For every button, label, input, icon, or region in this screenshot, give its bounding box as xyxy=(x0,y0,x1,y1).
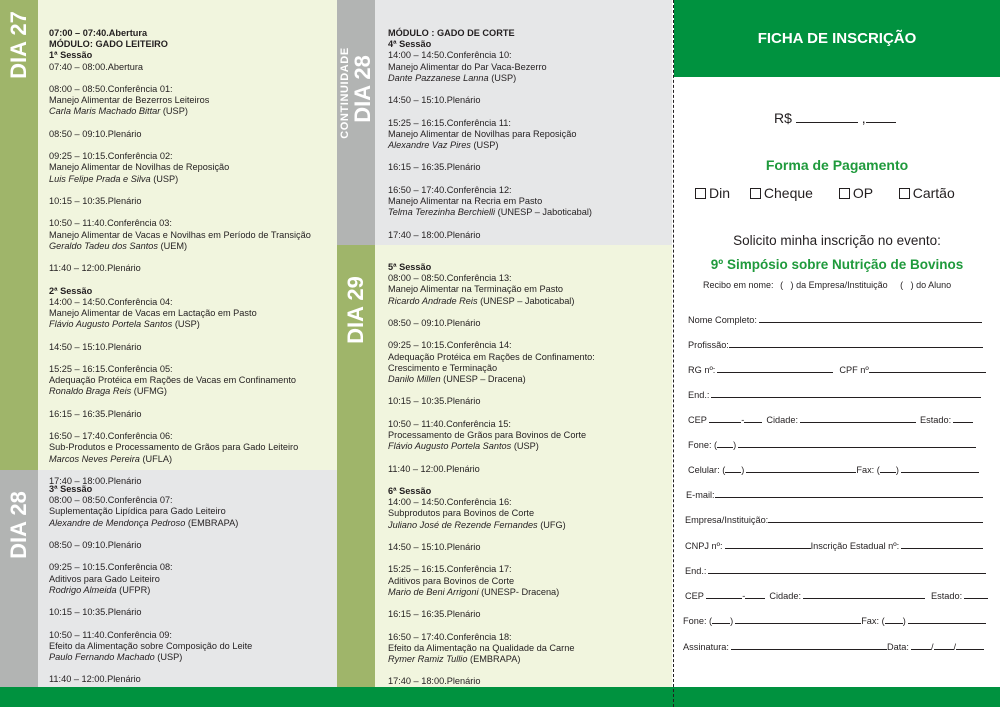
speaker-name: Alexandre Vaz Pires xyxy=(388,140,471,150)
schedule-line: Manejo Alimentar de Novilhas de Reposição xyxy=(49,162,230,173)
payment-option-cheque[interactable]: Cheque xyxy=(750,185,813,201)
speaker-line xyxy=(49,652,252,663)
schedule-line: 15:25 – 16:15.Conferência 11: xyxy=(388,117,511,128)
session-heading: 4ª Sessão xyxy=(388,39,432,50)
speaker-name: Telma Terezinha Berchielli xyxy=(388,207,496,218)
schedule-line: 15:25 – 16:15.Conferência 05: xyxy=(49,363,173,374)
field-email[interactable]: E-mail: xyxy=(686,489,983,500)
tab-day27 xyxy=(0,0,38,470)
session-heading: MÓDULO: GADO LEITEIRO xyxy=(49,39,168,50)
schedule-line: Aditivos para Gado Leiteiro xyxy=(49,573,160,584)
schedule-entry xyxy=(49,151,311,185)
schedule-entry xyxy=(388,340,595,385)
speaker-institution: (USP) xyxy=(470,140,499,150)
field-celular-fax-1[interactable]: Celular: ( ) Fax: ( ) xyxy=(688,464,979,475)
schedule-line: 10:15 – 10:35.Plenário xyxy=(49,195,142,206)
schedule-line: 11:40 – 12:00.Plenário xyxy=(49,674,141,685)
schedule-entry xyxy=(49,263,311,274)
schedule-day28-morning xyxy=(49,484,252,686)
schedule-line: 16:15 – 16:35.Plenário xyxy=(388,162,481,173)
speaker-line xyxy=(49,386,311,397)
payment-option-cartao[interactable]: Cartão xyxy=(899,185,955,201)
payment-options xyxy=(695,185,955,201)
speaker-institution: (UNESP – Jaboticabal) xyxy=(477,295,575,306)
schedule-line: 14:50 – 15:10.Plenário xyxy=(49,341,142,352)
schedule-entry xyxy=(49,484,252,529)
speaker-name: Ronaldo Braga Reis xyxy=(49,386,132,397)
schedule-entry xyxy=(49,674,252,685)
speaker-institution: (UNESP – Dracena) xyxy=(440,374,526,384)
schedule-day28-afternoon xyxy=(388,28,592,241)
session-heading: 3ª Sessão xyxy=(49,484,93,494)
schedule-entry xyxy=(388,162,592,173)
field-profissao[interactable]: Profissão: xyxy=(688,339,983,350)
speaker-line xyxy=(388,207,592,218)
schedule-line: 09:25 – 10:15.Conferência 14: xyxy=(388,340,512,351)
schedule-line: 16:15 – 16:35.Plenário xyxy=(49,408,142,419)
schedule-entry xyxy=(388,185,592,219)
schedule-entry xyxy=(49,129,311,140)
amount-field[interactable] xyxy=(774,110,896,126)
schedule-line: 11:40 – 12:00.Plenário xyxy=(49,263,141,274)
speaker-institution: (UFPR) xyxy=(116,584,151,595)
speaker-institution: (USP) xyxy=(488,72,517,83)
schedule-line: Sub-Produtos e Processamento de Grãos para Gado Leiteiro xyxy=(49,442,299,453)
speaker-line xyxy=(388,520,595,531)
schedule-entry xyxy=(388,486,595,531)
receipt-line: Recibo em nome: ( ) da Empresa/Instituição ( ) do Aluno xyxy=(703,280,952,290)
receipt-option-aluno[interactable]: ( ) do Aluno xyxy=(900,280,952,290)
schedule-entry xyxy=(388,262,595,307)
schedule-entry xyxy=(49,196,311,207)
schedule-entry xyxy=(49,364,311,398)
schedule-entry xyxy=(49,218,311,252)
schedule-line: Manejo Alimentar na Terminação em Pasto xyxy=(388,284,563,295)
schedule-line: 09:25 – 10:15.Conferência 02: xyxy=(49,151,173,162)
schedule-entry xyxy=(388,676,595,687)
schedule-line: Subprodutos para Bovinos de Corte xyxy=(388,508,535,519)
tab-day28-continuidade xyxy=(337,0,375,245)
speaker-line xyxy=(388,374,595,385)
fold-line xyxy=(673,0,674,707)
schedule-entry xyxy=(49,286,311,331)
speaker-line xyxy=(388,441,595,452)
speaker-name: Mario de Beni Arrigoni xyxy=(388,586,479,597)
schedule-line: 11:40 – 12:00.Plenário xyxy=(388,463,480,474)
schedule-entry xyxy=(49,607,252,618)
schedule-entry xyxy=(388,542,595,553)
schedule-line: 08:50 – 09:10.Plenário xyxy=(49,128,142,139)
speaker-institution: (USP) xyxy=(172,319,200,330)
schedule-entry xyxy=(388,464,595,475)
speaker-institution: (EMBRAPA) xyxy=(185,517,239,528)
schedule-line: 08:50 – 09:10.Plenário xyxy=(388,318,481,328)
schedule-entry xyxy=(388,564,595,598)
schedule-entry xyxy=(388,419,595,453)
schedule-entry xyxy=(388,118,592,152)
speaker-institution: (UFLA) xyxy=(139,453,173,464)
schedule-line: Manejo Alimentar de Bezerros Leiteiros xyxy=(49,95,210,106)
field-rg-cpf[interactable]: RG nº: CPF nº xyxy=(688,364,986,375)
form-header xyxy=(674,0,1000,77)
schedule-line: 14:00 – 14:50.Conferência 04: xyxy=(49,296,173,307)
schedule-entry xyxy=(388,230,592,241)
field-endereco-1[interactable]: End.: xyxy=(688,389,981,400)
checkbox-cartao[interactable] xyxy=(899,188,910,199)
schedule-line: 14:50 – 15:10.Plenário xyxy=(388,95,481,106)
schedule-line: Adequação Protéica em Rações de Confinamento: xyxy=(388,351,595,362)
tab-continuidade-label: CONTINUIDADE xyxy=(339,46,352,139)
speaker-institution: (EMBRAPA) xyxy=(467,653,521,664)
session-heading: 1ª Sessão xyxy=(49,50,93,61)
speaker-institution: (USP) xyxy=(511,441,539,452)
speaker-line xyxy=(388,296,595,307)
tab-day29-label: DIA 29 xyxy=(343,276,368,344)
speaker-line xyxy=(388,73,592,84)
schedule-line: 09:25 – 10:15.Conferência 08: xyxy=(49,562,173,573)
tab-day28-left xyxy=(0,470,38,687)
speaker-line xyxy=(49,319,311,330)
speaker-name: Dante Pazzanese Lanna xyxy=(388,72,489,83)
session-heading: MÓDULO : GADO DE CORTE xyxy=(388,28,515,38)
event-name: 9º Simpósio sobre Nutrição de Bovinos xyxy=(710,257,964,272)
payment-option-op[interactable]: OP xyxy=(839,185,873,201)
schedule-entry xyxy=(49,431,311,465)
amount-prefix: R$ xyxy=(774,110,792,126)
schedule-line: Efeito da Alimentação na Qualidade da Carne xyxy=(388,642,575,653)
speaker-name: Flávio Augusto Portela Santos xyxy=(49,319,173,330)
speaker-name: Paulo Fernando Machado xyxy=(49,651,155,662)
schedule-line: 16:50 – 17:40.Conferência 06: xyxy=(49,431,173,442)
speaker-line xyxy=(388,140,592,151)
schedule-line: 10:15 – 10:35.Plenário xyxy=(49,607,142,618)
receipt-option-empresa[interactable]: ( ) da Empresa/Instituição xyxy=(780,280,888,290)
checkbox-din[interactable] xyxy=(695,188,706,199)
checkbox-cheque[interactable] xyxy=(750,188,761,199)
schedule-line: 17:40 – 18:00.Plenário xyxy=(388,676,481,687)
speaker-institution: (UEM) xyxy=(157,240,188,251)
schedule-line: 16:50 – 17:40.Conferência 12: xyxy=(388,184,512,195)
schedule-entry xyxy=(388,95,592,106)
schedule-line: Manejo Alimentar na Recria em Pasto xyxy=(388,195,543,206)
schedule-entry xyxy=(49,540,252,551)
speaker-name: Alexandre de Mendonça Pedroso xyxy=(49,517,186,528)
speaker-line xyxy=(388,654,595,665)
amount-separator: , xyxy=(861,110,866,126)
schedule-entry xyxy=(388,396,595,407)
tab-day28-left-label: DIA 28 xyxy=(6,491,31,559)
field-assinatura-data[interactable]: Assinatura: Data: / / xyxy=(683,641,984,652)
schedule-line: 15:25 – 16:15.Conferência 17: xyxy=(388,564,512,575)
schedule-line: 10:50 – 11:40.Conferência 09: xyxy=(49,629,172,640)
schedule-line: 17:40 – 18:00.Plenário xyxy=(388,229,481,240)
tab-day29 xyxy=(337,245,375,687)
speaker-institution: (UNESP – Jaboticabal) xyxy=(495,207,592,218)
schedule-entry xyxy=(388,632,595,666)
bottom-band xyxy=(0,687,1000,707)
schedule-entry xyxy=(49,342,311,353)
checkbox-op[interactable] xyxy=(839,188,850,199)
speaker-institution: (USP) xyxy=(154,651,183,662)
speaker-institution: (USP) xyxy=(160,106,188,117)
schedule-entry xyxy=(49,28,311,73)
schedule-entry xyxy=(388,609,595,620)
schedule-entry xyxy=(49,630,252,664)
speaker-name: Luis Felipe Prada e Silva xyxy=(49,173,151,184)
schedule-line: 07:40 – 08:00.Abertura xyxy=(49,61,143,72)
schedule-line: Processamento de Grãos para Bovinos de Corte xyxy=(388,429,587,440)
schedule-line: Manejo Alimentar de Vacas e Novilhas em Período de Transição xyxy=(49,229,311,240)
speaker-line xyxy=(388,587,595,598)
schedule-line: 14:50 – 15:10.Plenário xyxy=(388,541,481,552)
request-text: Solicito minha inscrição no evento: xyxy=(733,233,941,248)
field-empresa[interactable]: Empresa/Instituição: xyxy=(685,514,983,525)
schedule-line: 08:00 – 08:50.Conferência 01: xyxy=(49,84,173,94)
speaker-name: Ricardo Andrade Reis xyxy=(388,295,478,306)
speaker-line xyxy=(49,454,311,465)
speaker-name: Rymer Ramiz Tullio xyxy=(388,653,468,664)
speaker-name: Juliano José de Rezende Fernandes xyxy=(388,519,538,530)
schedule-line: 08:00 – 08:50.Conferência 07: xyxy=(49,495,173,506)
session-heading: 5ª Sessão xyxy=(388,262,432,272)
session-heading: 07:00 – 07:40.Abertura xyxy=(49,28,148,38)
speaker-line xyxy=(49,241,311,252)
field-nome[interactable]: Nome Completo: xyxy=(688,314,982,325)
schedule-line: 08:00 – 08:50.Conferência 13: xyxy=(388,273,512,284)
speaker-line xyxy=(49,585,252,596)
schedule-entry xyxy=(388,28,592,84)
schedule-line: 16:50 – 17:40.Conferência 18: xyxy=(388,631,512,642)
schedule-entry xyxy=(49,84,311,118)
tab-day27-label: DIA 27 xyxy=(6,11,31,79)
schedule-line: Adequação Protéica em Rações de Vacas em Confinamento xyxy=(49,375,297,386)
speaker-institution: (UNESP- Dracena) xyxy=(478,586,560,597)
schedule-line: Manejo Alimentar de Vacas em Lactação em Pasto xyxy=(49,307,257,318)
schedule-line: Aditivos para Bovinos de Corte xyxy=(388,575,515,586)
speaker-institution: (UFG) xyxy=(537,519,566,530)
schedule-line: 08:50 – 09:10.Plenário xyxy=(49,540,142,550)
schedule-line: Manejo Alimentar do Par Vaca-Bezerro xyxy=(388,61,547,72)
field-cep-cidade-estado-1[interactable]: CEP - Cidade: Estado: xyxy=(688,414,973,425)
payment-option-din[interactable]: Din xyxy=(695,185,730,201)
form-title: FICHA DE INSCRIÇÃO xyxy=(757,30,917,47)
schedule-line: 10:50 – 11:40.Conferência 03: xyxy=(49,218,172,229)
schedule-line: Manejo Alimentar de Novilhas para Reposição xyxy=(388,128,577,139)
schedule-line: Suplementação Lipídica para Gado Leiteiro xyxy=(49,506,226,517)
schedule-line: 16:15 – 16:35.Plenário xyxy=(388,609,481,620)
speaker-name: Geraldo Tadeu dos Santos xyxy=(49,240,158,251)
speaker-name: Carla Maris Machado Bittar xyxy=(49,106,161,117)
field-cep-cidade-estado-2[interactable]: CEP - Cidade: Estado: xyxy=(685,590,988,601)
speaker-name: Rodrigo Almeida xyxy=(49,584,117,595)
session-heading: 6ª Sessão xyxy=(388,485,432,496)
schedule-line: Efeito da Alimentação sobre Composição do Leite xyxy=(49,640,253,651)
schedule-line: 10:15 – 10:35.Plenário xyxy=(388,396,481,407)
schedule-entry xyxy=(388,318,595,329)
schedule-line: Crescimento e Terminação xyxy=(388,362,498,373)
schedule-line: 14:00 – 14:50.Conferência 10: xyxy=(388,50,512,61)
schedule-day27 xyxy=(49,28,311,487)
field-fone-fax-2[interactable]: Fone: ( ) Fax: ( ) xyxy=(683,615,986,626)
tab-day28-middle-label: DIA 28 xyxy=(350,54,376,123)
speaker-name: Danilo Millen xyxy=(388,374,441,384)
speaker-line xyxy=(49,106,311,117)
speaker-line xyxy=(49,518,252,529)
speaker-institution: (UFMG) xyxy=(131,386,167,397)
schedule-line: 10:50 – 11:40.Conferência 15: xyxy=(388,418,511,429)
field-fone-1[interactable]: Fone: ( ) xyxy=(688,439,976,450)
schedule-line: 17:40 – 18:00.Plenário xyxy=(49,475,142,486)
field-endereco-2[interactable]: End.: xyxy=(685,565,986,576)
schedule-entry xyxy=(49,409,311,420)
schedule-entry xyxy=(49,562,252,596)
speaker-institution: (USP) xyxy=(150,173,179,184)
payment-title: Forma de Pagamento xyxy=(765,157,909,173)
speaker-name: Marcos Neves Pereira xyxy=(49,453,140,464)
session-heading: 2ª Sessão xyxy=(49,285,93,296)
speaker-name: Flávio Augusto Portela Santos xyxy=(388,441,512,452)
schedule-line: 14:00 – 14:50.Conferência 16: xyxy=(388,497,512,508)
field-cnpj-inscricao[interactable]: CNPJ nº: Inscrição Estadual nº: xyxy=(685,540,983,551)
schedule-day29 xyxy=(388,262,595,688)
speaker-line xyxy=(49,174,311,185)
